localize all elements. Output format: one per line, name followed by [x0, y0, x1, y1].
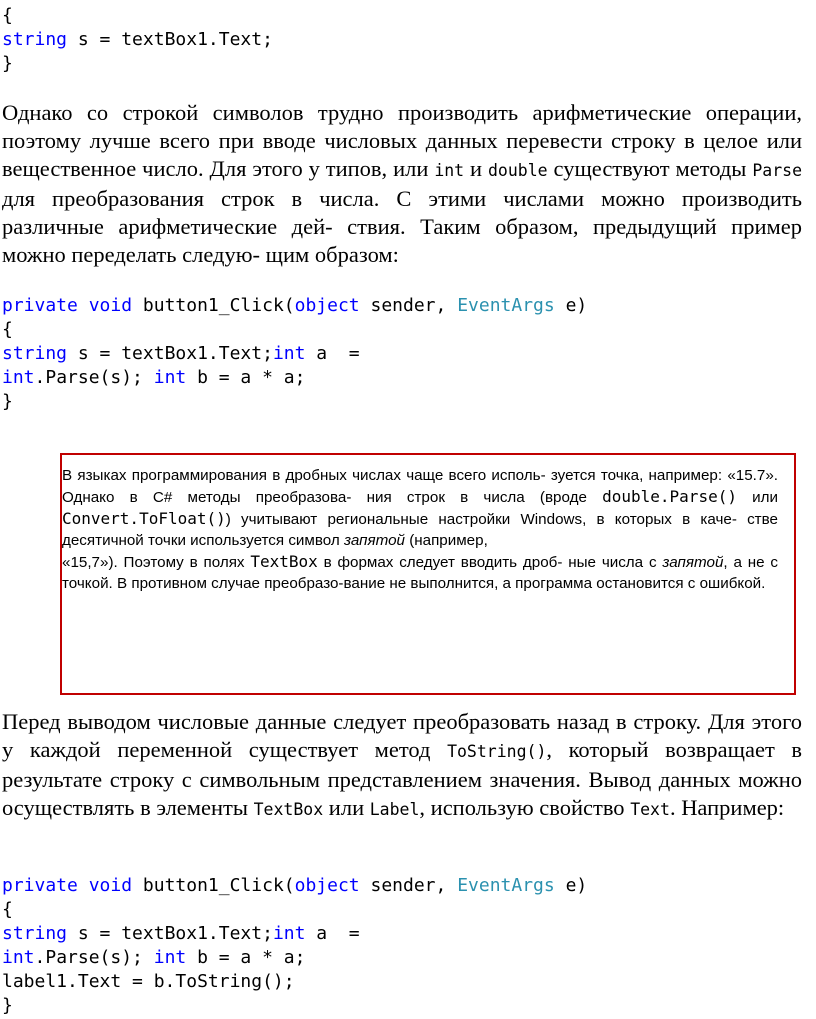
code-keyword: int — [153, 367, 187, 388]
code-keyword: void — [88, 295, 133, 316]
code-text: } — [2, 995, 13, 1016]
code-keyword: string — [2, 29, 68, 50]
code-keyword: void — [88, 875, 133, 896]
inline-code: double — [487, 161, 548, 180]
paragraph-tostring — [2, 708, 802, 824]
code-text: .Parse(s); — [34, 947, 154, 968]
code-text: e) — [554, 295, 588, 316]
code-text: button1_Click( — [132, 875, 295, 896]
note-text: в формах следует вводить дроб- ные числа с — [317, 554, 663, 571]
code-keyword: int — [2, 367, 35, 388]
note-text: (например, — [404, 532, 488, 549]
code-keyword: private — [2, 295, 78, 316]
code-keyword: int — [272, 343, 306, 364]
note-text: В языках программирования в дробных числах чаще всего исполь- зуется точка, например: «15.7». Однако в C# методы преобразова- ния строк в числа (вроде — [62, 467, 778, 506]
code-keyword: object — [294, 875, 360, 896]
code-keyword: private — [2, 875, 78, 896]
code-text: { — [2, 899, 13, 920]
code-line: { — [2, 5, 13, 26]
paragraph-text: существуют методы — [547, 156, 753, 181]
code-block-3 — [2, 874, 587, 1018]
paragraph-text: Однако со строкой символов трудно производить арифметические операции, поэтому лучше всего при вводе числовых данных перевести строку в целое или вещественное число. Для этого у типов, или — [2, 100, 802, 181]
paragraph-text: или — [323, 795, 370, 820]
italic-term: запятой — [343, 532, 405, 549]
code-text: b = a * a; — [186, 947, 306, 968]
paragraph-text: и — [464, 156, 488, 181]
code-text: label1.Text = b.ToString(); — [2, 971, 295, 992]
note-decimal-separator — [62, 465, 778, 594]
italic-term: запятой — [662, 554, 724, 571]
note-text: «15,7»). Поэтому в полях — [62, 554, 251, 571]
code-text: button1_Click( — [132, 295, 295, 316]
code-text: .Parse(s); — [34, 367, 154, 388]
inline-code: TextBox — [253, 800, 324, 819]
note-text: ) учитывают региональные настройки Windows, в которых в каче- стве десятичной точки используется символ — [62, 511, 778, 549]
code-text: e) — [554, 875, 588, 896]
inline-code: double.Parse() — [602, 487, 737, 506]
inline-code: Label — [369, 800, 420, 819]
inline-code: Parse — [752, 161, 802, 180]
inline-code: Text — [630, 800, 670, 819]
code-text: sender, — [359, 295, 458, 316]
paragraph-text: , использую свойство — [419, 795, 631, 820]
code-text: } — [2, 391, 13, 412]
inline-code: ToString() — [447, 742, 547, 761]
code-type: EventArgs — [457, 875, 555, 896]
code-text: sender, — [359, 875, 458, 896]
code-type: EventArgs — [457, 295, 555, 316]
paragraph-text: . Например: — [669, 795, 785, 820]
code-text: { — [2, 319, 13, 340]
code-text: a = — [305, 923, 360, 944]
code-text: s = textBox1.Text; — [67, 923, 273, 944]
code-block-2 — [2, 294, 587, 414]
paragraph-text: , который возвращает в результате строку с символьным представлением значения. Вывод данных можно осуществлять в элементы — [2, 737, 802, 820]
code-text: s = textBox1.Text; — [67, 343, 273, 364]
code-keyword: int — [272, 923, 306, 944]
note-text: или — [736, 489, 778, 506]
code-text: a = — [305, 343, 360, 364]
code-keyword: int — [2, 947, 35, 968]
code-keyword: string — [2, 923, 68, 944]
code-keyword: int — [153, 947, 187, 968]
paragraph-text: Перед выводом числовые данные следует преобразовать назад в строку. Для этого у каждой переменной существует метод — [2, 709, 802, 762]
code-line: } — [2, 53, 13, 74]
inline-code: Convert.ToFloat() — [62, 509, 226, 528]
inline-code: TextBox — [250, 552, 318, 571]
note-text: , а не с точкой. В противном случае преобразо-вание не выполнится, а программа остановится с ошибкой. — [62, 554, 778, 592]
code-text: s = textBox1.Text; — [67, 29, 273, 50]
code-keyword: string — [2, 343, 68, 364]
paragraph-parse-intro — [2, 99, 802, 269]
inline-code: int — [434, 161, 465, 180]
code-block-1 — [2, 4, 273, 76]
code-keyword: object — [294, 295, 360, 316]
code-text: b = a * a; — [186, 367, 306, 388]
paragraph-text: для преобразования строк в числа. С этими числами можно производить различные арифметические дей- ствия. Таким образом, предыдущий пример можно переделать следую- щим образом: — [2, 186, 802, 267]
